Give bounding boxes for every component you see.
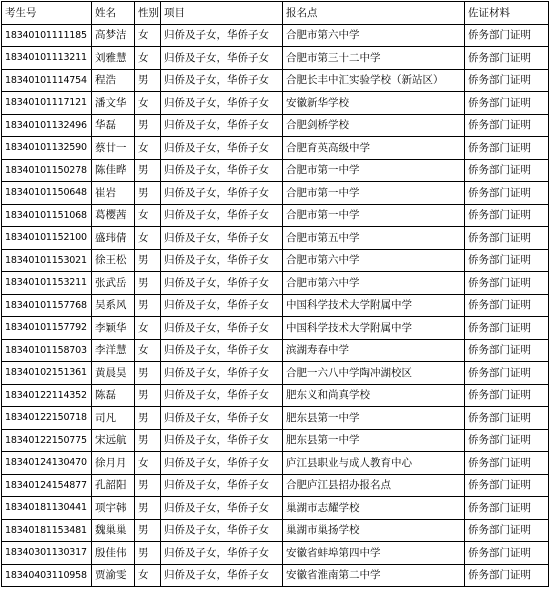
gender-cell: 女 bbox=[135, 317, 161, 340]
registration-site-cell: 合肥长丰中汇实验学校（新站区） bbox=[283, 69, 465, 92]
name-cell: 殷佳伟 bbox=[92, 542, 135, 565]
table-row bbox=[2, 339, 549, 362]
document-cell: 侨务部门证明 bbox=[465, 519, 549, 542]
document-cell: 侨务部门证明 bbox=[465, 362, 549, 385]
gender-cell: 女 bbox=[135, 24, 161, 47]
name-cell: 魏巢巢 bbox=[92, 519, 135, 542]
gender-cell: 女 bbox=[135, 339, 161, 362]
document-cell: 侨务部门证明 bbox=[465, 47, 549, 70]
table-row bbox=[2, 317, 549, 340]
table-row bbox=[2, 362, 549, 385]
gender-cell: 女 bbox=[135, 227, 161, 250]
document-cell: 侨务部门证明 bbox=[465, 429, 549, 452]
exam-number-cell: 18340122150775 bbox=[2, 429, 92, 452]
table-row bbox=[2, 384, 549, 407]
category-cell: 归侨及子女，华侨子女 bbox=[161, 204, 283, 227]
registration-site-cell: 安徽省淮南第二中学 bbox=[283, 564, 465, 587]
registration-site-cell: 合肥市第一中学 bbox=[283, 204, 465, 227]
registration-site-cell: 合肥庐江县招办报名点 bbox=[283, 474, 465, 497]
candidate-table bbox=[1, 1, 549, 587]
table-row bbox=[2, 429, 549, 452]
table-row bbox=[2, 452, 549, 475]
name-cell: 葛樱茜 bbox=[92, 204, 135, 227]
category-cell: 归侨及子女，华侨子女 bbox=[161, 384, 283, 407]
registration-site-cell: 中国科学技术大学附属中学 bbox=[283, 317, 465, 340]
document-cell: 侨务部门证明 bbox=[465, 452, 549, 475]
gender-cell: 男 bbox=[135, 159, 161, 182]
name-cell: 陈佳晔 bbox=[92, 159, 135, 182]
category-cell: 归侨及子女，华侨子女 bbox=[161, 24, 283, 47]
exam-number-cell: 18340124154877 bbox=[2, 474, 92, 497]
category-cell: 归侨及子女，华侨子女 bbox=[161, 227, 283, 250]
name-cell: 崔岩 bbox=[92, 182, 135, 205]
registration-site-cell: 安徽新华学校 bbox=[283, 92, 465, 115]
exam-number-cell: 18340101132496 bbox=[2, 114, 92, 137]
header-gender: 性别 bbox=[135, 2, 161, 25]
gender-cell: 女 bbox=[135, 47, 161, 70]
gender-cell: 男 bbox=[135, 272, 161, 295]
registration-site-cell: 合肥一六八中学陶冲湖校区 bbox=[283, 362, 465, 385]
document-cell: 侨务部门证明 bbox=[465, 114, 549, 137]
exam-number-cell: 18340124130470 bbox=[2, 452, 92, 475]
exam-number-cell: 18340101157792 bbox=[2, 317, 92, 340]
category-cell: 归侨及子女，华侨子女 bbox=[161, 249, 283, 272]
exam-number-cell: 18340122114352 bbox=[2, 384, 92, 407]
gender-cell: 男 bbox=[135, 294, 161, 317]
header-name: 姓名 bbox=[92, 2, 135, 25]
category-cell: 归侨及子女，华侨子女 bbox=[161, 429, 283, 452]
name-cell: 吴系风 bbox=[92, 294, 135, 317]
name-cell: 蔡廿一 bbox=[92, 137, 135, 160]
gender-cell: 男 bbox=[135, 384, 161, 407]
registration-site-cell: 合肥市第一中学 bbox=[283, 159, 465, 182]
category-cell: 归侨及子女，华侨子女 bbox=[161, 564, 283, 587]
table-row bbox=[2, 159, 549, 182]
table-row bbox=[2, 519, 549, 542]
category-cell: 归侨及子女，华侨子女 bbox=[161, 407, 283, 430]
gender-cell: 男 bbox=[135, 497, 161, 520]
document-cell: 侨务部门证明 bbox=[465, 317, 549, 340]
gender-cell: 女 bbox=[135, 452, 161, 475]
table-row bbox=[2, 204, 549, 227]
document-cell: 侨务部门证明 bbox=[465, 564, 549, 587]
name-cell: 张武岳 bbox=[92, 272, 135, 295]
category-cell: 归侨及子女，华侨子女 bbox=[161, 542, 283, 565]
registration-site-cell: 巢湖市巢扬学校 bbox=[283, 519, 465, 542]
exam-number-cell: 18340101157768 bbox=[2, 294, 92, 317]
category-cell: 归侨及子女，华侨子女 bbox=[161, 272, 283, 295]
document-cell: 侨务部门证明 bbox=[465, 294, 549, 317]
category-cell: 归侨及子女，华侨子女 bbox=[161, 474, 283, 497]
document-cell: 侨务部门证明 bbox=[465, 384, 549, 407]
gender-cell: 女 bbox=[135, 137, 161, 160]
table-row bbox=[2, 542, 549, 565]
header-row bbox=[2, 2, 549, 25]
gender-cell: 男 bbox=[135, 407, 161, 430]
table-row bbox=[2, 294, 549, 317]
table-row bbox=[2, 69, 549, 92]
name-cell: 司凡 bbox=[92, 407, 135, 430]
table-row bbox=[2, 497, 549, 520]
document-cell: 侨务部门证明 bbox=[465, 137, 549, 160]
name-cell: 孔韶阳 bbox=[92, 474, 135, 497]
name-cell: 程浩 bbox=[92, 69, 135, 92]
exam-number-cell: 18340122150718 bbox=[2, 407, 92, 430]
exam-number-cell: 18340102151361 bbox=[2, 362, 92, 385]
gender-cell: 男 bbox=[135, 182, 161, 205]
category-cell: 归侨及子女，华侨子女 bbox=[161, 452, 283, 475]
exam-number-cell: 18340301130317 bbox=[2, 542, 92, 565]
table-row bbox=[2, 137, 549, 160]
document-cell: 侨务部门证明 bbox=[465, 497, 549, 520]
table-row bbox=[2, 564, 549, 587]
name-cell: 潘文华 bbox=[92, 92, 135, 115]
registration-site-cell: 合肥市第六中学 bbox=[283, 249, 465, 272]
table-row bbox=[2, 407, 549, 430]
exam-number-cell: 18340101114754 bbox=[2, 69, 92, 92]
header-registration-site: 报名点 bbox=[283, 2, 465, 25]
registration-site-cell: 肥东义和尚真学校 bbox=[283, 384, 465, 407]
gender-cell: 女 bbox=[135, 92, 161, 115]
registration-site-cell: 庐江县职业与成人教育中心 bbox=[283, 452, 465, 475]
category-cell: 归侨及子女，华侨子女 bbox=[161, 362, 283, 385]
document-cell: 侨务部门证明 bbox=[465, 182, 549, 205]
name-cell: 贾渝雯 bbox=[92, 564, 135, 587]
gender-cell: 男 bbox=[135, 114, 161, 137]
document-cell: 侨务部门证明 bbox=[465, 474, 549, 497]
document-cell: 侨务部门证明 bbox=[465, 542, 549, 565]
gender-cell: 男 bbox=[135, 474, 161, 497]
registration-site-cell: 合肥市第六中学 bbox=[283, 24, 465, 47]
name-cell: 华磊 bbox=[92, 114, 135, 137]
header-supporting-document: 佐证材料 bbox=[465, 2, 549, 25]
registration-site-cell: 安徽省蚌埠第四中学 bbox=[283, 542, 465, 565]
document-cell: 侨务部门证明 bbox=[465, 407, 549, 430]
table-row bbox=[2, 272, 549, 295]
name-cell: 项宇韩 bbox=[92, 497, 135, 520]
registration-site-cell: 合肥市第一中学 bbox=[283, 182, 465, 205]
gender-cell: 男 bbox=[135, 69, 161, 92]
document-cell: 侨务部门证明 bbox=[465, 249, 549, 272]
registration-site-cell: 合肥育英高级中学 bbox=[283, 137, 465, 160]
document-cell: 侨务部门证明 bbox=[465, 69, 549, 92]
registration-site-cell: 肥东县第一中学 bbox=[283, 429, 465, 452]
category-cell: 归侨及子女，华侨子女 bbox=[161, 92, 283, 115]
exam-number-cell: 18340101117121 bbox=[2, 92, 92, 115]
table-row bbox=[2, 182, 549, 205]
gender-cell: 男 bbox=[135, 249, 161, 272]
table-row bbox=[2, 47, 549, 70]
category-cell: 归侨及子女，华侨子女 bbox=[161, 137, 283, 160]
exam-number-cell: 18340101132590 bbox=[2, 137, 92, 160]
exam-number-cell: 18340181130441 bbox=[2, 497, 92, 520]
document-cell: 侨务部门证明 bbox=[465, 339, 549, 362]
name-cell: 李颖华 bbox=[92, 317, 135, 340]
name-cell: 盛玮倩 bbox=[92, 227, 135, 250]
table-row bbox=[2, 249, 549, 272]
table-row bbox=[2, 114, 549, 137]
registration-site-cell: 肥东县第一中学 bbox=[283, 407, 465, 430]
name-cell: 高梦洁 bbox=[92, 24, 135, 47]
document-cell: 侨务部门证明 bbox=[465, 92, 549, 115]
document-cell: 侨务部门证明 bbox=[465, 24, 549, 47]
document-cell: 侨务部门证明 bbox=[465, 227, 549, 250]
name-cell: 徐月月 bbox=[92, 452, 135, 475]
category-cell: 归侨及子女，华侨子女 bbox=[161, 182, 283, 205]
exam-number-cell: 18340101111185 bbox=[2, 24, 92, 47]
registration-site-cell: 合肥剑桥学校 bbox=[283, 114, 465, 137]
name-cell: 刘雅慧 bbox=[92, 47, 135, 70]
registration-site-cell: 合肥市第五中学 bbox=[283, 227, 465, 250]
exam-number-cell: 18340101150648 bbox=[2, 182, 92, 205]
category-cell: 归侨及子女，华侨子女 bbox=[161, 317, 283, 340]
gender-cell: 女 bbox=[135, 564, 161, 587]
gender-cell: 女 bbox=[135, 204, 161, 227]
table-row bbox=[2, 92, 549, 115]
document-cell: 侨务部门证明 bbox=[465, 204, 549, 227]
header-category: 项目 bbox=[161, 2, 283, 25]
category-cell: 归侨及子女，华侨子女 bbox=[161, 294, 283, 317]
table-row bbox=[2, 227, 549, 250]
category-cell: 归侨及子女，华侨子女 bbox=[161, 47, 283, 70]
exam-number-cell: 18340101113211 bbox=[2, 47, 92, 70]
name-cell: 李洋慧 bbox=[92, 339, 135, 362]
header-exam-number: 考生号 bbox=[2, 2, 92, 25]
exam-number-cell: 18340101150278 bbox=[2, 159, 92, 182]
category-cell: 归侨及子女，华侨子女 bbox=[161, 159, 283, 182]
gender-cell: 男 bbox=[135, 429, 161, 452]
name-cell: 陈磊 bbox=[92, 384, 135, 407]
registration-site-cell: 合肥市第六中学 bbox=[283, 272, 465, 295]
name-cell: 黄晨昊 bbox=[92, 362, 135, 385]
gender-cell: 男 bbox=[135, 362, 161, 385]
gender-cell: 男 bbox=[135, 542, 161, 565]
exam-number-cell: 18340101153211 bbox=[2, 272, 92, 295]
exam-number-cell: 18340403110958 bbox=[2, 564, 92, 587]
exam-number-cell: 18340101152100 bbox=[2, 227, 92, 250]
category-cell: 归侨及子女，华侨子女 bbox=[161, 519, 283, 542]
registration-site-cell: 中国科学技术大学附属中学 bbox=[283, 294, 465, 317]
registration-site-cell: 滨湖寿春中学 bbox=[283, 339, 465, 362]
exam-number-cell: 18340101158703 bbox=[2, 339, 92, 362]
exam-number-cell: 18340181153481 bbox=[2, 519, 92, 542]
name-cell: 徐王松 bbox=[92, 249, 135, 272]
category-cell: 归侨及子女，华侨子女 bbox=[161, 339, 283, 362]
exam-number-cell: 18340101151068 bbox=[2, 204, 92, 227]
document-cell: 侨务部门证明 bbox=[465, 272, 549, 295]
category-cell: 归侨及子女，华侨子女 bbox=[161, 497, 283, 520]
registration-site-cell: 合肥市第三十二中学 bbox=[283, 47, 465, 70]
table-row bbox=[2, 474, 549, 497]
registration-site-cell: 巢湖市志耀学校 bbox=[283, 497, 465, 520]
table-row bbox=[2, 24, 549, 47]
document-cell: 侨务部门证明 bbox=[465, 159, 549, 182]
exam-number-cell: 18340101153021 bbox=[2, 249, 92, 272]
category-cell: 归侨及子女，华侨子女 bbox=[161, 69, 283, 92]
name-cell: 宋远航 bbox=[92, 429, 135, 452]
gender-cell: 男 bbox=[135, 519, 161, 542]
category-cell: 归侨及子女，华侨子女 bbox=[161, 114, 283, 137]
